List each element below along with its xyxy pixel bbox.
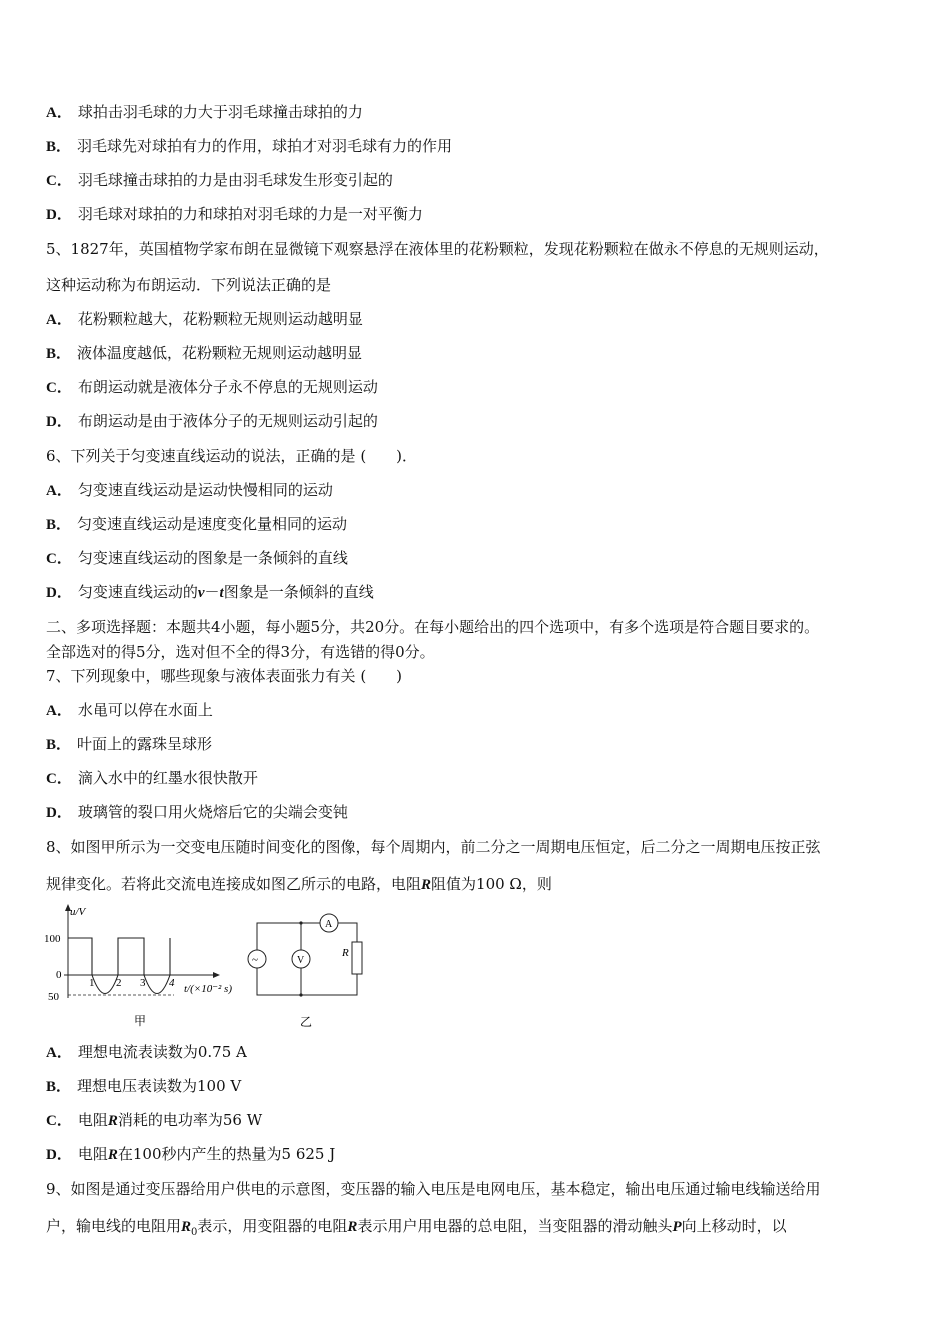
q8-option-c: C． 电阻R消耗的电功率为56 W: [46, 1111, 263, 1129]
caption-jia: 甲: [134, 1014, 147, 1028]
var-r0: R: [181, 1219, 192, 1235]
q4-option-b: B． 羽毛球先对球拍有力的作用，球拍才对羽毛球有力的作用: [46, 137, 453, 155]
caption-yi: 乙: [300, 1015, 313, 1029]
tick-neg50: 50: [48, 991, 59, 1003]
x-tick-1: 1: [89, 977, 95, 989]
q6-option-b: B． 匀变速直线运动是速度变化量相同的运动: [46, 515, 348, 533]
x-axis-arrow-icon: [213, 972, 220, 978]
var-p: P: [672, 1219, 682, 1235]
q8-option-b: B． 理想电压表读数为100 V: [46, 1077, 242, 1095]
q4-option-a: A． 球拍击羽毛球的力大于羽毛球撞击球拍的力: [46, 103, 363, 121]
q8-stem-line1: 8、如图甲所示为一交变电压随时间变化的图像，每个周期内，前二分之一周期电压恒定，后二分之一周期电压按正弦: [46, 838, 821, 856]
q6-stem: 6、下列关于匀变速直线运动的说法，正确的是 ( )．: [46, 447, 418, 465]
q8-figure: [44, 900, 374, 1035]
q9-stem-line1: 9、如图是通过变压器给用户供电的示意图，变压器的输入电压是电网电压，基本稳定，输出电压通过输电线输送给用: [46, 1180, 821, 1198]
q7-option-a: A． 水黾可以停在水面上: [46, 701, 213, 719]
q5-stem-line1: 5、1827年，英国植物学家布朗在显微镜下观察悬浮在液体里的花粉颗粒，发现花粉颗粒在做永不停息的无规则运动，: [46, 240, 829, 258]
q8-figure-svg: [44, 900, 374, 1035]
q8-option-a: A． 理想电流表读数为0.75 A: [46, 1043, 247, 1061]
section2-header-line2: 全部选对的得5分，选对但不全的得3分，有选错的得0分。: [46, 643, 435, 661]
var-r: R: [107, 1113, 118, 1129]
q6-option-d: D． 匀变速直线运动的v－t图象是一条倾斜的直线: [46, 583, 374, 601]
q4-option-c: C． 羽毛球撞击球拍的力是由羽毛球发生形变引起的: [46, 171, 393, 189]
q7-stem: 7、下列现象中，哪些现象与液体表面张力有关 ( ): [46, 667, 403, 685]
q6-option-c: C． 匀变速直线运动的图象是一条倾斜的直线: [46, 549, 348, 567]
q6-option-a: A． 匀变速直线运动是运动快慢相同的运动: [46, 481, 333, 499]
q7-option-d: D． 玻璃管的裂口用火烧熔后它的尖端会变钝: [46, 803, 348, 821]
y-axis-label: u/V: [70, 906, 86, 918]
circuit-diagram: [248, 914, 362, 1029]
q7-option-b: B． 叶面上的露珠呈球形: [46, 735, 213, 753]
x-axis-label: t/(×10⁻² s): [184, 983, 232, 995]
resistor-label: R: [342, 947, 349, 959]
q5-option-c: C． 布朗运动就是液体分子永不停息的无规则运动: [46, 378, 378, 396]
var-r: R: [421, 877, 432, 893]
voltage-graph: [44, 904, 232, 1028]
var-t: t: [219, 585, 224, 601]
x-tick-3: 3: [140, 977, 146, 989]
resistor-icon: [352, 942, 362, 974]
tick-0: 0: [56, 969, 62, 981]
x-tick-2: 2: [116, 977, 122, 989]
section2-header-line1: 二、多项选择题：本题共4小题，每小题5分，共20分。在每小题给出的四个选项中，有多个选项是符合题目要求的。: [46, 618, 820, 636]
var-v: v: [197, 585, 205, 601]
q8-stem-line2: 规律变化。若将此交流电连接成如图乙所示的电路，电阻R阻值为100 Ω，则: [46, 875, 552, 893]
source-symbol: ~: [252, 954, 258, 966]
q4-option-d: D． 羽毛球对球拍的力和球拍对羽毛球的力是一对平衡力: [46, 205, 423, 223]
voltmeter-label: V: [297, 955, 305, 966]
q5-stem-line2: 这种运动称为布朗运动．下列说法正确的是: [46, 276, 332, 294]
q7-option-c: C． 滴入水中的红墨水很快散开: [46, 769, 258, 787]
junction-dot-bottom: [299, 993, 302, 996]
q5-option-a: A． 花粉颗粒越大，花粉颗粒无规则运动越明显: [46, 310, 363, 328]
junction-dot-top: [299, 921, 302, 924]
tick-100: 100: [44, 933, 61, 945]
q5-option-d: D． 布朗运动是由于液体分子的无规则运动引起的: [46, 412, 378, 430]
subscript-0: 0: [191, 1227, 198, 1238]
var-r: R: [347, 1219, 358, 1235]
q8-option-d: D． 电阻R在100秒内产生的热量为5 625 J: [46, 1145, 336, 1163]
ammeter-label: A: [325, 919, 333, 930]
q5-option-b: B． 液体温度越低，花粉颗粒无规则运动越明显: [46, 344, 363, 362]
var-r: R: [107, 1147, 118, 1163]
x-tick-4: 4: [169, 977, 175, 989]
q9-stem-line2: 户，输电线的电阻用$R_0$表示，用变阻器的电阻R表示用户用电器的总电阻，当变阻器的滑动触头P向上移动时，以: [46, 1217, 787, 1238]
